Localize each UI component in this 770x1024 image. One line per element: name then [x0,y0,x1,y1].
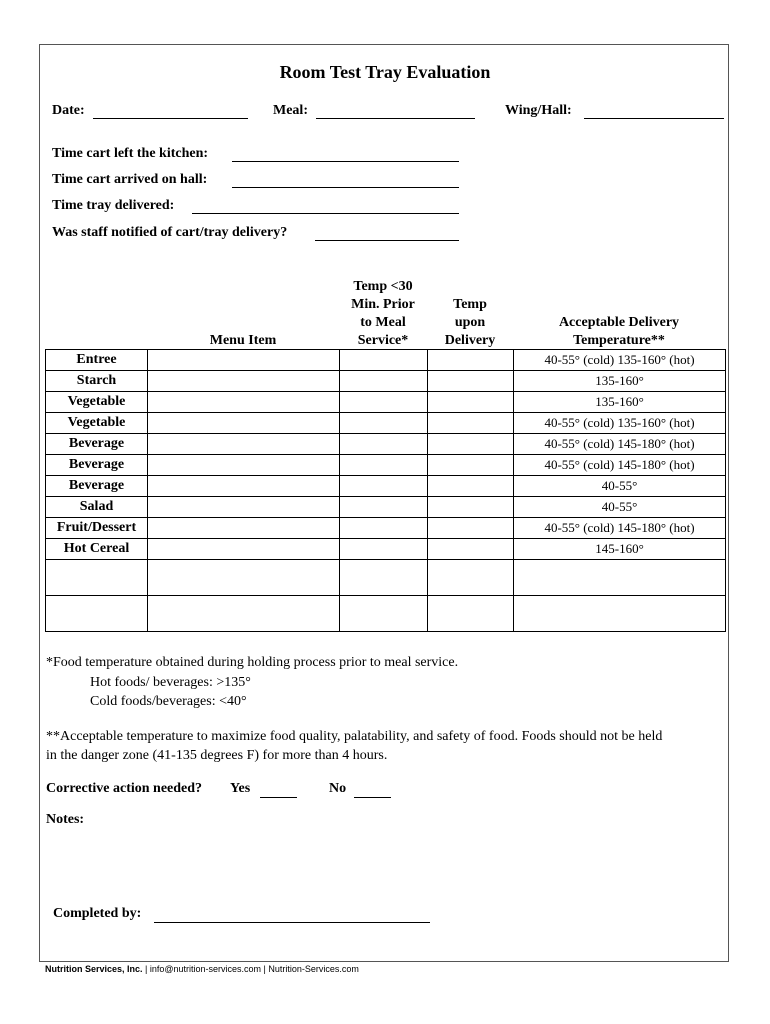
footnote-acceptable-line1: **Acceptable temperature to maximize food quality, palatability, and safety of food. Foods should not be held [46,729,663,744]
yes-field[interactable] [260,797,297,798]
table-row [46,434,726,455]
menu-category: Beverage [46,434,148,455]
temp-prior-cell[interactable] [340,455,428,476]
footnote-cold-foods: Cold foods/beverages: <40° [90,694,247,709]
table-row [46,518,726,539]
acceptable-temp: 40-55° (cold) 135-160° (hot) [514,413,726,434]
footnote-holding: *Food temperature obtained during holding process prior to meal service. [46,655,459,670]
temp-prior-cell[interactable] [340,518,428,539]
time-delivered-label: Time tray delivered: [52,198,175,213]
footnote-acceptable-line2: in the danger zone (41-135 degrees F) for more than 4 hours. [46,748,388,763]
temp-prior-cell[interactable] [340,476,428,497]
temp-upon-cell[interactable] [428,476,514,497]
blank-cell[interactable] [340,596,428,632]
temp-prior-cell[interactable] [340,371,428,392]
blank-cell[interactable] [340,560,428,596]
menu-category: Hot Cereal [46,539,148,560]
menu-category: Beverage [46,476,148,497]
temp-upon-cell[interactable] [428,455,514,476]
completed-by-label: Completed by: [53,906,142,921]
table-row [46,350,726,371]
evaluation-table [45,349,726,632]
temp-prior-cell[interactable] [340,497,428,518]
menu-category: Entree [46,350,148,371]
table-row [46,476,726,497]
wing-label: Wing/Hall: [505,103,572,118]
footer [45,964,359,974]
footnote-hot-foods: Hot foods/ beverages: >135° [90,675,251,690]
wing-field[interactable] [584,118,724,119]
temp-prior-cell[interactable] [340,413,428,434]
temp-prior-cell[interactable] [340,539,428,560]
temp-prior-cell[interactable] [340,434,428,455]
temp-prior-cell[interactable] [340,350,428,371]
blank-cell[interactable] [46,596,148,632]
time-delivered-field[interactable] [192,213,459,214]
blank-cell[interactable] [514,596,726,632]
menu-category: Vegetable [46,413,148,434]
menu-item-cell[interactable] [148,371,340,392]
temp-upon-cell[interactable] [428,434,514,455]
acceptable-temp: 40-55° (cold) 135-160° (hot) [514,350,726,371]
table-row [46,371,726,392]
time-left-label: Time cart left the kitchen: [52,146,209,161]
time-arrived-field[interactable] [232,187,459,188]
acceptable-temp: 40-55° (cold) 145-180° (hot) [514,518,726,539]
footer-company: Nutrition Services, Inc. [45,964,143,974]
table-row-blank [46,596,726,632]
menu-item-cell[interactable] [148,392,340,413]
header-temp-prior: Temp <30 Min. Prior to Meal Service* [351,279,415,348]
table-row [46,413,726,434]
no-label: No [329,781,347,796]
menu-category: Salad [46,497,148,518]
table-row-blank [46,560,726,596]
table-row [46,497,726,518]
acceptable-temp: 40-55° [514,476,726,497]
page-title: Room Test Tray Evaluation [279,62,491,82]
temp-upon-cell[interactable] [428,518,514,539]
menu-item-cell[interactable] [148,497,340,518]
blank-cell[interactable] [148,596,340,632]
menu-category: Starch [46,371,148,392]
acceptable-temp: 40-55° [514,497,726,518]
staff-notified-field[interactable] [315,240,459,241]
yes-label: Yes [230,781,251,796]
completed-by-field[interactable] [154,922,430,923]
footer-contact: | info@nutrition-services.com | Nutrition-Services.com [142,964,359,974]
menu-category: Beverage [46,455,148,476]
acceptable-temp: 145-160° [514,539,726,560]
table-row [46,392,726,413]
temp-prior-cell[interactable] [340,392,428,413]
menu-item-cell[interactable] [148,413,340,434]
corrective-action-label: Corrective action needed? [46,781,203,796]
acceptable-temp: 135-160° [514,371,726,392]
header-acceptable: Acceptable Delivery Temperature** [558,315,680,348]
blank-cell[interactable] [428,560,514,596]
menu-item-cell[interactable] [148,455,340,476]
blank-cell[interactable] [514,560,726,596]
menu-item-cell[interactable] [148,539,340,560]
temp-upon-cell[interactable] [428,539,514,560]
menu-item-cell[interactable] [148,350,340,371]
header-menu-item: Menu Item [209,333,277,348]
date-field[interactable] [93,118,248,119]
temp-upon-cell[interactable] [428,371,514,392]
blank-cell[interactable] [428,596,514,632]
blank-cell[interactable] [148,560,340,596]
table-row [46,539,726,560]
staff-notified-label: Was staff notified of cart/tray delivery? [52,225,288,240]
temp-upon-cell[interactable] [428,392,514,413]
temp-upon-cell[interactable] [428,413,514,434]
time-arrived-label: Time cart arrived on hall: [52,172,208,187]
menu-category: Vegetable [46,392,148,413]
no-field[interactable] [354,797,391,798]
menu-item-cell[interactable] [148,434,340,455]
meal-label: Meal: [273,103,308,118]
temp-upon-cell[interactable] [428,350,514,371]
menu-item-cell[interactable] [148,476,340,497]
notes-label: Notes: [46,812,85,827]
acceptable-temp: 135-160° [514,392,726,413]
meal-field[interactable] [316,118,475,119]
table-row [46,455,726,476]
date-label: Date: [52,103,85,118]
time-left-field[interactable] [232,161,459,162]
acceptable-temp: 40-55° (cold) 145-180° (hot) [514,434,726,455]
menu-item-cell[interactable] [148,518,340,539]
acceptable-temp: 40-55° (cold) 145-180° (hot) [514,455,726,476]
menu-category: Fruit/Dessert [46,518,148,539]
header-temp-upon: Temp upon Delivery [444,297,496,348]
blank-cell[interactable] [46,560,148,596]
temp-upon-cell[interactable] [428,497,514,518]
